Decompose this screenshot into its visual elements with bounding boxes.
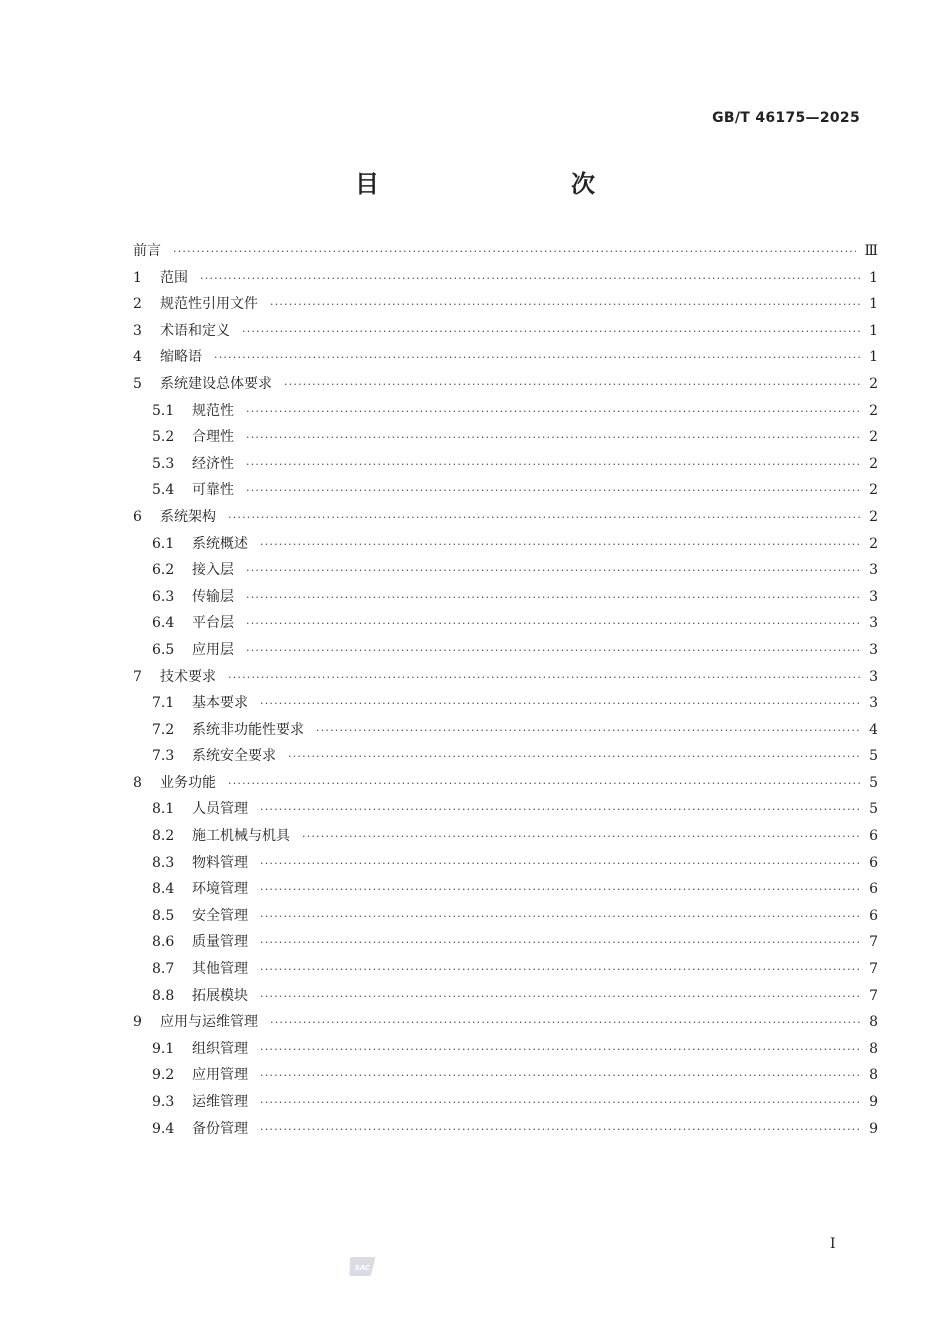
toc-entry[interactable] <box>133 1036 878 1063</box>
toc-entry-title: 拓展模块 <box>192 987 248 1004</box>
toc-entry-title: 合理性 <box>192 429 234 446</box>
toc-entry-number: 9.4 <box>152 1120 175 1137</box>
toc-leader-dots <box>246 478 860 505</box>
toc-entry-page: 2 <box>869 402 878 419</box>
toc-leader-dots <box>228 505 860 532</box>
toc-leader-dots <box>246 611 860 638</box>
toc-entry-page: 9 <box>869 1120 878 1137</box>
toc-entry-page: Ⅲ <box>864 243 878 259</box>
toc-entry-number: 7 <box>133 668 142 685</box>
toc-entry-number: 9.2 <box>152 1067 175 1084</box>
toc-leader-dots <box>260 904 860 931</box>
toc-entry[interactable] <box>133 531 878 558</box>
toc-entry-page: 7 <box>869 934 878 951</box>
toc-entry-title: 可靠性 <box>192 482 234 499</box>
toc-entry-page: 1 <box>869 349 878 366</box>
toc-entry-page: 5 <box>869 748 878 765</box>
toc-entry-number: 8.3 <box>152 854 175 871</box>
toc-entry-page: 6 <box>869 828 878 845</box>
toc-entry-title: 其他管理 <box>192 961 248 978</box>
svg-text:SAC: SAC <box>354 1264 371 1272</box>
toc-entry-page: 5 <box>869 774 878 791</box>
toc-entry[interactable] <box>133 956 878 983</box>
toc-entry-number: 9.3 <box>152 1094 175 1110</box>
toc-leader-dots <box>246 452 860 479</box>
toc-entry[interactable] <box>133 770 878 797</box>
toc-leader-dots <box>260 877 860 904</box>
toc-entry[interactable] <box>133 371 878 398</box>
toc-entry-page: 1 <box>869 296 878 313</box>
toc-entry-number: 8.1 <box>152 801 175 818</box>
toc-entry-number: 7.2 <box>152 721 175 738</box>
toc-leader-dots <box>260 957 860 984</box>
toc-entry-title: 业务功能 <box>160 774 216 791</box>
toc-entry-number: 9 <box>133 1014 142 1031</box>
toc-leader-dots <box>260 1090 860 1117</box>
toc-leader-dots <box>246 558 860 585</box>
toc-entry-number: 5.2 <box>152 429 175 446</box>
toc-entry-page: 6 <box>869 907 878 924</box>
toc-entry-page: 9 <box>869 1094 878 1110</box>
toc-leader-dots <box>260 930 860 957</box>
toc-entry-page: 3 <box>869 695 878 712</box>
toc-entry-title: 术语和定义 <box>160 322 230 339</box>
toc-entry-number: 5.1 <box>152 402 175 419</box>
toc-entry-title: 平台层 <box>192 615 234 632</box>
toc-entry[interactable] <box>133 876 878 903</box>
toc-entry-number: 8.5 <box>152 907 175 924</box>
toc-entry-page: 2 <box>869 482 878 499</box>
toc-entry-page: 3 <box>869 615 878 632</box>
toc-leader-dots <box>200 266 860 293</box>
toc-entry-page: 1 <box>869 322 878 339</box>
toc-entry[interactable] <box>133 743 878 770</box>
toc-leader-dots <box>260 691 860 718</box>
toc-entry-title: 施工机械与机具 <box>192 828 290 845</box>
toc-entry[interactable] <box>133 850 878 877</box>
toc-entry-page: 2 <box>869 375 878 392</box>
toc-entry-title: 环境管理 <box>192 881 248 898</box>
toc-entry[interactable] <box>133 664 878 691</box>
toc-entry-page: 7 <box>869 961 878 978</box>
toc-leader-dots <box>260 1117 860 1144</box>
toc-entry[interactable] <box>133 610 878 637</box>
toc-leader-dots <box>260 797 860 824</box>
toc-entry-title: 组织管理 <box>192 1040 248 1057</box>
toc-entry-title: 缩略语 <box>160 349 202 366</box>
toc-leader-dots <box>214 345 860 372</box>
toc-entry-page: 4 <box>869 721 878 738</box>
toc-entry[interactable] <box>133 318 878 345</box>
toc-leader-dots <box>260 1063 860 1090</box>
toc-entry-number: 1 <box>133 269 142 286</box>
toc-entry[interactable] <box>133 265 878 292</box>
toc-entry-number: 5.4 <box>152 482 175 499</box>
toc-entry-number: 8.8 <box>152 987 175 1004</box>
toc-leader-dots <box>173 239 856 266</box>
toc-entry[interactable] <box>133 903 878 930</box>
toc-entry-title: 前言 <box>133 243 161 259</box>
toc-entry-number: 8 <box>133 774 142 791</box>
toc-entry-number: 3 <box>133 322 142 339</box>
toc-entry-page: 8 <box>869 1014 878 1031</box>
toc-entry-number: 6.2 <box>152 562 175 579</box>
toc-entry-number: 5.3 <box>152 455 175 472</box>
toc-entry-page: 2 <box>869 508 878 525</box>
toc-entry-number: 6.3 <box>152 588 175 605</box>
toc-entry-title: 物料管理 <box>192 854 248 871</box>
toc-leader-dots <box>260 984 860 1011</box>
toc-entry-number: 9.1 <box>152 1040 175 1057</box>
toc-entry-title: 系统安全要求 <box>192 748 276 765</box>
toc-entry-page: 5 <box>869 801 878 818</box>
toc-entry-number: 6 <box>133 508 142 525</box>
toc-entry[interactable] <box>133 504 878 531</box>
toc-leader-dots <box>246 425 860 452</box>
toc-entry-title: 基本要求 <box>192 695 248 712</box>
toc-entry-title: 质量管理 <box>192 934 248 951</box>
toc-entry-page: 2 <box>869 429 878 446</box>
toc-leader-dots <box>246 638 860 665</box>
toc-entry-title: 人员管理 <box>192 801 248 818</box>
toc-entry-page: 2 <box>869 535 878 552</box>
toc-entry-title: 规范性 <box>192 402 234 419</box>
toc-entry[interactable] <box>133 637 878 664</box>
toc-leader-dots <box>316 718 860 745</box>
toc-entry-title: 系统架构 <box>160 508 216 525</box>
toc-entry-page: 3 <box>869 668 878 685</box>
toc-entry-number: 6.5 <box>152 641 175 658</box>
toc-entry-number: 7.1 <box>152 695 175 712</box>
sac-logo-icon <box>349 1255 376 1277</box>
toc-entry-number: 8.7 <box>152 961 175 978</box>
toc-entry[interactable] <box>133 1116 878 1143</box>
toc-entry-page: 3 <box>869 641 878 658</box>
toc-entry-page: 7 <box>869 987 878 1004</box>
toc-entry-page: 6 <box>869 854 878 871</box>
standard-code: GB/T 46175—2025 <box>712 110 860 126</box>
toc-leader-dots <box>260 532 860 559</box>
toc-leader-dots <box>270 1010 860 1037</box>
toc-entry-title: 经济性 <box>192 455 234 472</box>
toc-entry-title: 应用层 <box>192 641 234 658</box>
toc-leader-dots <box>288 744 860 771</box>
page-number: Ⅰ <box>830 1236 836 1252</box>
toc-entry-page: 3 <box>869 562 878 579</box>
toc-entry-page: 3 <box>869 588 878 605</box>
toc-entry[interactable] <box>133 929 878 956</box>
toc-entry[interactable] <box>133 983 878 1010</box>
toc-entry[interactable] <box>133 1089 878 1116</box>
toc-entry-page: 8 <box>869 1040 878 1057</box>
toc-entry-title: 应用与运维管理 <box>160 1014 258 1031</box>
toc-entry-number: 6.4 <box>152 615 175 632</box>
toc-entry-title: 备份管理 <box>192 1120 248 1137</box>
toc-leader-dots <box>260 1037 860 1064</box>
toc-entry[interactable] <box>133 477 878 504</box>
toc-leader-dots <box>260 851 860 878</box>
toc-leader-dots <box>228 771 860 798</box>
toc-leader-dots <box>242 319 860 346</box>
toc-entry[interactable] <box>133 424 878 451</box>
toc-leader-dots <box>246 399 860 426</box>
toc-entry[interactable] <box>133 717 878 744</box>
toc-entry-page: 8 <box>869 1067 878 1084</box>
toc-entry-number: 2 <box>133 296 142 313</box>
toc-entry-number: 4 <box>133 349 142 366</box>
toc-entry-number: 8.2 <box>152 828 175 845</box>
toc-entry-title: 系统非功能性要求 <box>192 721 304 738</box>
toc-entry-title: 规范性引用文件 <box>160 296 258 313</box>
toc-entry-title: 应用管理 <box>192 1067 248 1084</box>
toc-leader-dots <box>270 292 860 319</box>
toc-entry[interactable] <box>133 823 878 850</box>
toc-leader-dots <box>246 585 860 612</box>
toc-entry-title: 系统概述 <box>192 535 248 552</box>
page-title: 目 次 <box>355 170 643 198</box>
toc-entry[interactable] <box>133 796 878 823</box>
toc-entry-page: 2 <box>869 455 878 472</box>
toc-entry-number: 5 <box>133 375 142 392</box>
toc-entry[interactable] <box>133 1009 878 1036</box>
toc-entry[interactable] <box>133 584 878 611</box>
toc-entry-title: 运维管理 <box>192 1094 248 1110</box>
toc-entry-number: 8.4 <box>152 881 175 898</box>
toc-entry-page: 1 <box>869 269 878 286</box>
toc-entry-page: 6 <box>869 881 878 898</box>
toc-entry-number: 7.3 <box>152 748 175 765</box>
toc-entry[interactable] <box>133 690 878 717</box>
toc-entry[interactable] <box>133 291 878 318</box>
toc-entry-number: 6.1 <box>152 535 175 552</box>
toc-leader-dots <box>302 824 860 851</box>
toc-leader-dots <box>284 372 860 399</box>
toc-entry[interactable] <box>133 451 878 478</box>
toc-entry[interactable] <box>133 1062 878 1089</box>
toc-leader-dots <box>228 665 860 692</box>
toc-entry-title: 技术要求 <box>160 668 216 685</box>
toc-entry-title: 传输层 <box>192 588 234 605</box>
toc-entry-title: 系统建设总体要求 <box>160 375 272 392</box>
toc-entry-title: 范围 <box>160 269 188 286</box>
toc-entry-title: 接入层 <box>192 562 234 579</box>
table-of-contents <box>133 238 878 1142</box>
toc-entry[interactable] <box>133 557 878 584</box>
toc-entry-number: 8.6 <box>152 934 175 951</box>
toc-entry[interactable] <box>133 344 878 371</box>
toc-entry[interactable] <box>133 238 878 265</box>
toc-entry-title: 安全管理 <box>192 907 248 924</box>
toc-entry[interactable] <box>133 398 878 425</box>
